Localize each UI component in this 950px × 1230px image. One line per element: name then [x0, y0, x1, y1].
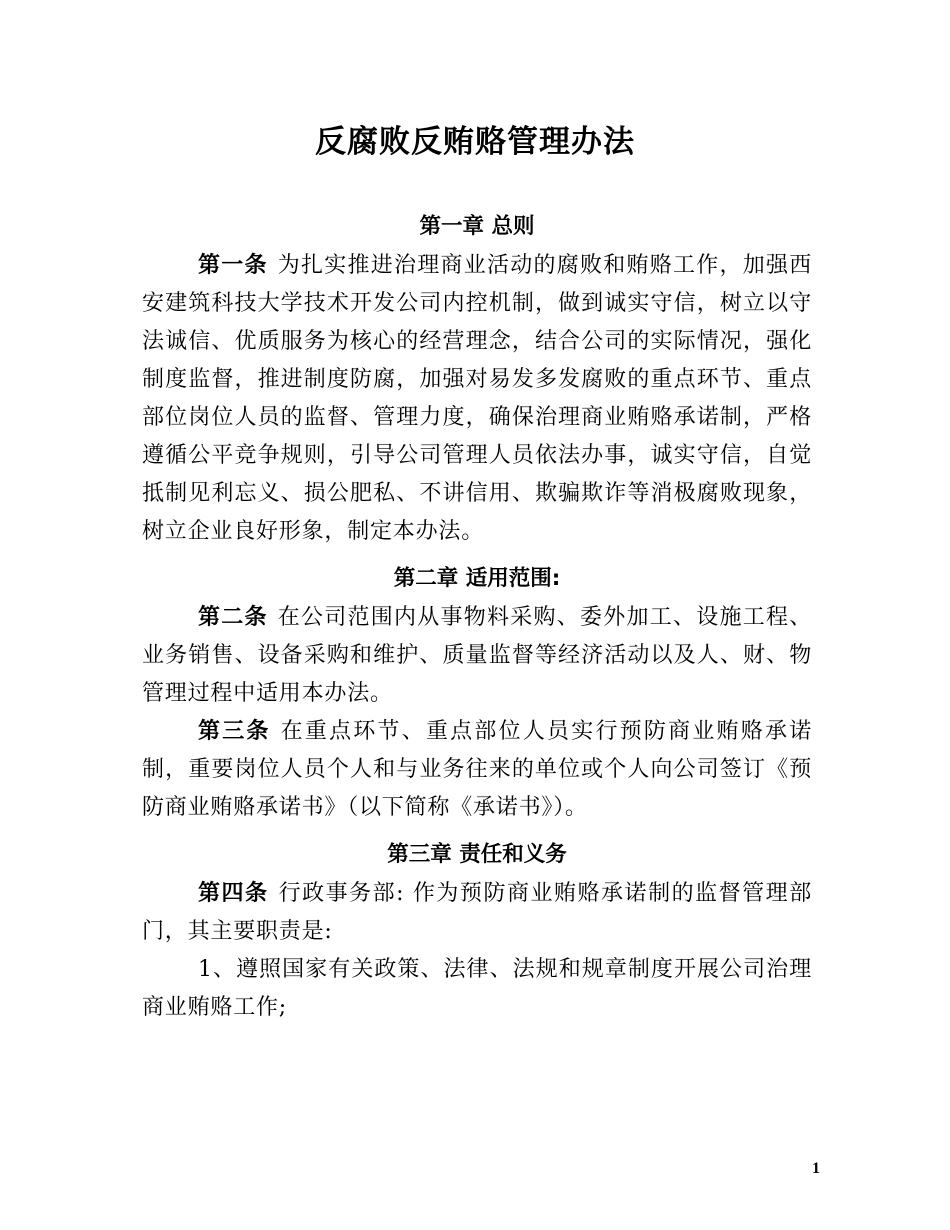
article-1-text: 为扎实推进治理商业活动的腐败和贿赂工作，加强西安建筑科技大学技术开发公司内控机制，做到诚实守信，树立以守法诚信、优质服务为核心的经营理念，结合公司的实际情况，强化制度监督，推进制度防腐，加强对易发多发腐败的重点环节、重点部位岗位人员的监督、管理力度，确保治理商业贿赂承诺制，严格遵循公平竞争规则，引导公司管理人员依法办事，诚实守信，自觉抵制见利忘义、损公肥私、不讲信用、欺骗欺诈等消极腐败现象，树立企业良好形象，制定本办法。 — [142, 253, 812, 544]
list-item-1: 1、遵照国家有关政策、法律、法规和规章制度开展公司治理商业贿赂工作; — [142, 957, 812, 1020]
page-number: 1 — [812, 1160, 820, 1177]
article-3 — [142, 713, 812, 827]
article-2-label: 第二条 — [198, 605, 268, 630]
article-3-text: 在重点环节、重点部位人员实行预防商业贿赂承诺制，重要岗位人员个人和与业务往来的单位或个人向公司签订《预防商业贿赂承诺书》（以下简称《承诺书》）。 — [142, 719, 812, 820]
article-4-label: 第四条 — [198, 881, 269, 906]
chapter-heading-3: 第三章 责任和义务 — [387, 842, 567, 867]
article-1 — [142, 247, 812, 551]
chapter-heading-1: 第一章 总则 — [419, 214, 535, 239]
article-4 — [142, 875, 812, 951]
document-title: 反腐败反贿赂管理办法 — [315, 124, 635, 160]
article-3-label: 第三条 — [198, 719, 271, 744]
article-2 — [142, 599, 812, 713]
chapter-heading-2: 第二章 适用范围: — [393, 566, 561, 591]
article-4-text: 行政事务部: 作为预防商业贿赂承诺制的监督管理部门，其主要职责是: — [142, 881, 812, 944]
article-1-label: 第一条 — [198, 253, 268, 278]
article-2-text: 在公司范围内从事物料采购、委外加工、设施工程、业务销售、设备采购和维护、质量监督等经济活动以及人、财、物管理过程中适用本办法。 — [142, 605, 812, 706]
document-body — [142, 208, 812, 1027]
